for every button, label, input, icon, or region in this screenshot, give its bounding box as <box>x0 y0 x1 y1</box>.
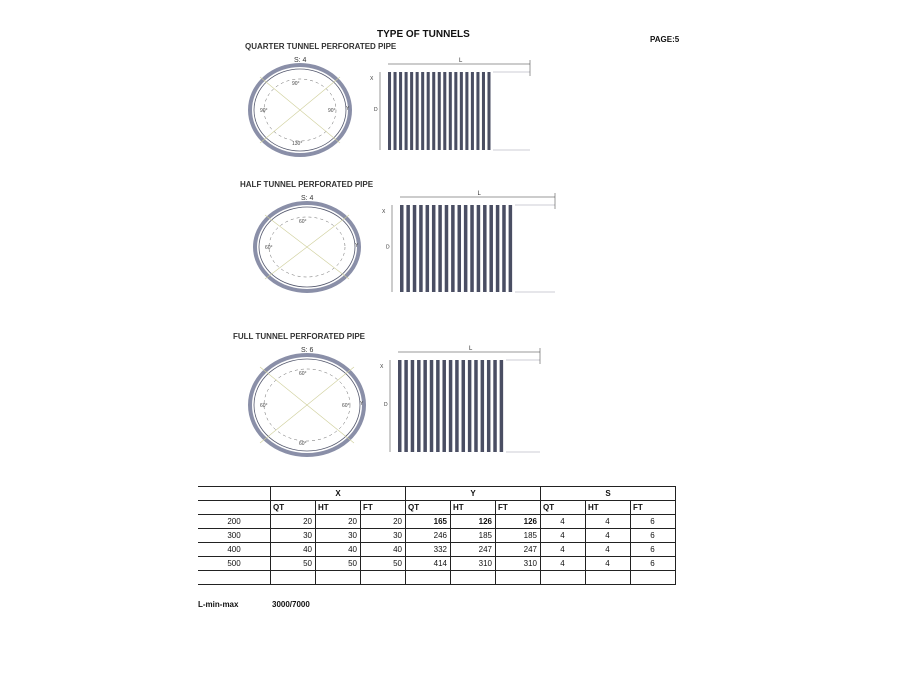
table-cell: 4 <box>541 515 586 529</box>
table-cell: 6 <box>631 515 676 529</box>
pipe-bar <box>394 72 397 150</box>
table-cell: 4 <box>586 529 631 543</box>
table-cell: 6 <box>631 543 676 557</box>
length-label: L <box>477 191 481 197</box>
subheader-ht: HT <box>451 501 496 515</box>
table-cell: 4 <box>541 543 586 557</box>
subheader-ht: HT <box>586 501 631 515</box>
table-row <box>198 543 676 557</box>
table-cell: 4 <box>586 515 631 529</box>
row-diameter: 400 <box>198 543 271 557</box>
x-dimension-label: X <box>370 76 374 82</box>
group-y: Y <box>406 487 541 501</box>
s-label: S: 6 <box>301 347 314 354</box>
pipe-bar <box>482 72 485 150</box>
subheader-ft: FT <box>631 501 676 515</box>
pipe-bar <box>502 205 506 292</box>
pipe-bar <box>405 72 408 150</box>
pipe-bar <box>410 72 413 150</box>
pipe-bar <box>400 205 404 292</box>
l-min-max-label: L-min-max <box>198 600 239 609</box>
pipe-bar <box>438 72 441 150</box>
table-row <box>198 529 676 543</box>
pipe-bar <box>419 205 423 292</box>
s-label: S: 4 <box>294 57 307 64</box>
pipe-bar <box>417 360 420 452</box>
table-cell: 20 <box>361 515 406 529</box>
angle-label: 60° <box>342 403 350 409</box>
pipe-bar <box>406 205 410 292</box>
table-cell: 30 <box>271 529 316 543</box>
pipe-bar <box>449 360 452 452</box>
subheader-ft: FT <box>496 501 541 515</box>
table-cell: 20 <box>316 515 361 529</box>
group-s: S <box>541 487 676 501</box>
pipe-bar <box>399 72 402 150</box>
pipe-bar <box>445 205 449 292</box>
diameter-label: D <box>384 402 388 408</box>
table-cell: 50 <box>271 557 316 571</box>
table-cell: 126 <box>496 515 541 529</box>
pipe-bar <box>413 205 417 292</box>
table-row <box>198 557 676 571</box>
pipe-bar <box>426 205 430 292</box>
pipe-bar <box>465 72 468 150</box>
pipe-bar <box>462 360 465 452</box>
pipe-bar <box>432 205 436 292</box>
table-cell: 185 <box>496 529 541 543</box>
table-cell: 414 <box>406 557 451 571</box>
pipe-bar <box>487 72 490 150</box>
table-group-header-row <box>198 487 676 501</box>
table-cell: 6 <box>631 557 676 571</box>
pipe-bar <box>470 205 474 292</box>
pipe-bar <box>443 72 446 150</box>
pipe-bar <box>509 205 513 292</box>
table-row-empty <box>198 571 676 585</box>
table-cell: 247 <box>496 543 541 557</box>
subheader-qt: QT <box>406 501 451 515</box>
table-cell: 332 <box>406 543 451 557</box>
pipe-bar <box>477 205 481 292</box>
subheader-ht: HT <box>316 501 361 515</box>
pipe-bar <box>449 72 452 150</box>
pipe-bar <box>476 72 479 150</box>
pipe-bar <box>451 205 455 292</box>
subheader-ft: FT <box>361 501 406 515</box>
dimensions-table <box>198 486 676 585</box>
page-title: TYPE OF TUNNELS <box>377 29 470 40</box>
pipe-bar <box>500 360 503 452</box>
y-dimension-label: Y <box>360 401 364 407</box>
section-heading-full: FULL TUNNEL PERFORATED PIPE <box>233 332 366 341</box>
pipe-bar <box>454 72 457 150</box>
x-dimension-label: X <box>380 364 384 370</box>
group-x: X <box>271 487 406 501</box>
pipe-bar <box>442 360 445 452</box>
pipe-bar <box>468 360 471 452</box>
table-cell: 40 <box>361 543 406 557</box>
y-dimension-label: Y <box>346 106 350 112</box>
table-cell: 165 <box>406 515 451 529</box>
pipe-bar <box>474 360 477 452</box>
pipe-bar <box>398 360 401 452</box>
section-heading-quarter: QUARTER TUNNEL PERFORATED PIPE <box>245 42 397 51</box>
angle-label: 60° <box>260 403 268 409</box>
row-diameter: 500 <box>198 557 271 571</box>
table-cell: 247 <box>451 543 496 557</box>
pipe-bar <box>460 72 463 150</box>
angle-label: 60° <box>299 371 307 377</box>
table-cell: 50 <box>316 557 361 571</box>
pipe-bar <box>496 205 500 292</box>
table-cell: 30 <box>316 529 361 543</box>
pipe-bar <box>471 72 474 150</box>
table-subheader-row <box>198 501 676 515</box>
pipe-bar <box>421 72 424 150</box>
row-diameter: 200 <box>198 515 271 529</box>
pipe-bar <box>427 72 430 150</box>
pipe-bar <box>404 360 407 452</box>
subheader-qt: QT <box>271 501 316 515</box>
pipe-bar <box>430 360 433 452</box>
pipe-bar <box>493 360 496 452</box>
pipe-bar <box>458 205 462 292</box>
pipe-bar <box>438 205 442 292</box>
table-cell: 40 <box>316 543 361 557</box>
angle-label: 90° <box>292 81 300 87</box>
pipe-bar <box>432 72 435 150</box>
table-cell: 30 <box>361 529 406 543</box>
l-min-max-value: 3000/7000 <box>272 600 310 609</box>
page-number: PAGE:5 <box>650 35 680 44</box>
length-label: L <box>469 346 473 352</box>
table-cell: 126 <box>451 515 496 529</box>
table-cell: 4 <box>541 557 586 571</box>
x-dimension-label: X <box>382 209 386 215</box>
pipe-bar <box>388 72 391 150</box>
pipe-bar <box>489 205 493 292</box>
pipe-bar <box>483 205 487 292</box>
pipe-bar <box>436 360 439 452</box>
table-cell: 20 <box>271 515 316 529</box>
table-row <box>198 515 676 529</box>
table-cell: 4 <box>586 557 631 571</box>
pipe-bar <box>416 72 419 150</box>
diameter-label: D <box>374 107 378 113</box>
pipe-bar <box>464 205 468 292</box>
pipe-bar <box>411 360 414 452</box>
angle-label: 60° <box>299 441 307 447</box>
row-diameter: 300 <box>198 529 271 543</box>
pipe-bar <box>423 360 426 452</box>
angle-label: 130° <box>292 141 303 147</box>
table-cell: 4 <box>541 529 586 543</box>
y-dimension-label: Y <box>355 243 359 249</box>
table-cell: 4 <box>586 543 631 557</box>
angle-label: 90° <box>328 108 336 114</box>
section-heading-half: HALF TUNNEL PERFORATED PIPE <box>240 180 374 189</box>
table-cell: 310 <box>496 557 541 571</box>
table-cell: 40 <box>271 543 316 557</box>
angle-label: 60° <box>265 245 273 251</box>
pipe-bar <box>481 360 484 452</box>
length-label: L <box>459 58 463 64</box>
pipe-bar <box>455 360 458 452</box>
table-cell: 310 <box>451 557 496 571</box>
subheader-qt: QT <box>541 501 586 515</box>
table-cell: 185 <box>451 529 496 543</box>
diameter-label: D <box>386 244 390 251</box>
angle-label: 90° <box>260 108 268 114</box>
angle-label: 60° <box>299 219 307 225</box>
pipe-bar <box>487 360 490 452</box>
table-cell: 246 <box>406 529 451 543</box>
table-cell: 50 <box>361 557 406 571</box>
table-cell: 6 <box>631 529 676 543</box>
s-label: S: 4 <box>301 195 314 202</box>
